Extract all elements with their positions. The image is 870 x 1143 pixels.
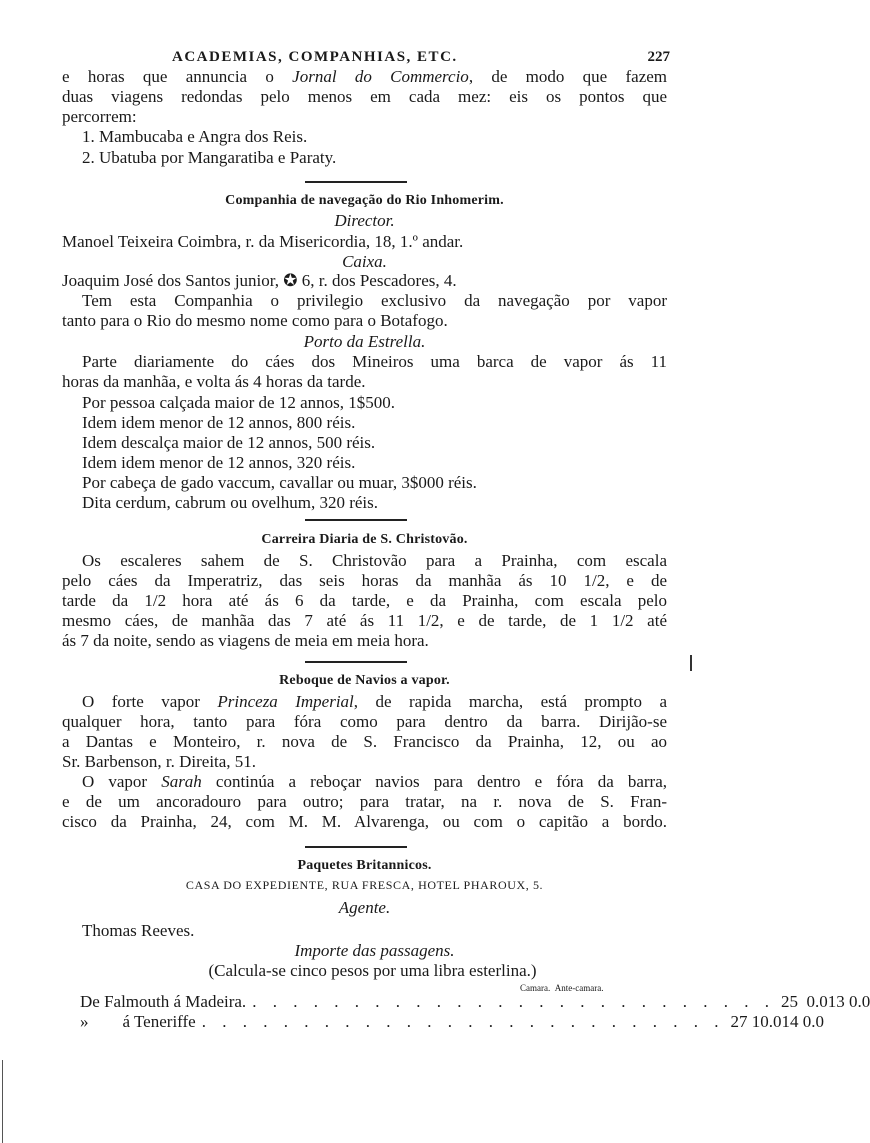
fare-row: [80, 1012, 824, 1032]
text: O vapor: [82, 772, 162, 791]
text-line: percorrem:: [62, 107, 137, 126]
price-line: Idem descalça maior de 12 annos, 500 réis.: [82, 433, 376, 452]
fare-row: [80, 992, 870, 1012]
column-ante-camara: Ante-camara.: [554, 983, 604, 993]
section-heading: Companhia de navegação do Rio Inhomerim.: [225, 193, 504, 208]
text-line: [62, 67, 667, 87]
fare-ante-camara: 14 0.0: [781, 1012, 824, 1031]
text-line: e de um ancoradouro para outro; para tratar, na r. nova de S. Fran-: [62, 792, 667, 811]
director-name: Manoel Teixeira Coimbra, r. da Misericordia, 18, 1.º andar.: [62, 232, 464, 251]
label-caixa: Caixa.: [342, 252, 387, 271]
fare-ante-camara: 13 0.0: [827, 992, 870, 1011]
text-line: pelo cáes da Imperatriz, das seis horas da manhãa ás 10 1/2, e de: [62, 571, 667, 590]
fare-camara: 25 0.0: [780, 992, 828, 1011]
column-camara: Camara.: [520, 983, 551, 993]
conversion-note: (Calcula-se cinco pesos por uma libra esterlina.): [208, 961, 537, 980]
ship-name: Princeza Imperial: [217, 692, 354, 711]
text-line: mesmo cáes, de manhãa das 7 até ás 11 1/2, e de tarde, de 1 1/2 até: [62, 611, 667, 630]
list-item: 2. Ubatuba por Mangaratiba e Paraty.: [82, 148, 337, 167]
italic-title: Jornal do Commercio: [292, 67, 469, 86]
price-line: Por pessoa calçada maior de 12 annos, 1$500.: [82, 393, 395, 412]
divider: [305, 519, 407, 521]
text-line: tarde da 1/2 hora até ás 6 da tarde, e da Prainha, com escala pelo: [62, 591, 667, 610]
list-item: 1. Mambucaba e Angra dos Reis.: [82, 127, 308, 146]
dot-leader: . . . . . . . . . . . . . . . . . . . . . . . . . .: [201, 1012, 725, 1031]
text: , de rapida marcha, está prompto a: [353, 692, 668, 711]
header-title: ACADEMIAS, COMPANHIAS, ETC.: [172, 49, 458, 65]
label-fares: Importe das passagens.: [294, 941, 455, 960]
label-porto: Porto da Estrella.: [303, 332, 426, 351]
page-edge-line: [2, 1060, 3, 1143]
text-line: a Dantas e Monteiro, r. nova de S. Francisco da Prainha, 12, ou ao: [62, 732, 667, 751]
divider: [305, 846, 407, 848]
text-line: [82, 692, 667, 712]
agent-name: Thomas Reeves.: [82, 921, 195, 940]
section-heading: Paquetes Britannicos.: [297, 858, 432, 873]
section-heading: Carreira Diaria de S. Christovão.: [261, 532, 468, 547]
text-line: ás 7 da noite, sendo as viagens de meia em meia hora.: [62, 631, 429, 650]
fare-camara: 27 10.0: [730, 1012, 782, 1031]
text: continúa a reboçar navios para dentro e fóra da barra,: [201, 772, 668, 791]
address-line: CASA DO EXPEDIENTE, RUA FRESCA, HOTEL PHAROUX, 5.: [185, 878, 544, 892]
price-line: Idem idem menor de 12 annos, 800 réis.: [82, 413, 356, 432]
dot-leader: . . . . . . . . . . . . . . . . . . . . . . . . . .: [252, 992, 775, 1011]
text-line: Tem esta Companhia o privilegio exclusivo da navegação por vapor: [82, 291, 667, 310]
text-line: tanto para o Rio do mesmo nome como para o Botafogo.: [62, 311, 448, 330]
scan-mark: [690, 655, 692, 671]
text: O forte vapor: [82, 692, 218, 711]
page-number: 227: [647, 49, 670, 65]
price-line: Dita cerdum, cabrum ou ovelhum, 320 réis.: [82, 493, 379, 512]
label-agent: Agente.: [338, 898, 391, 917]
text-line: horas da manhãa, e volta ás 4 horas da tarde.: [62, 372, 366, 391]
text: , de modo que fazem: [468, 67, 668, 86]
ship-name: Sarah: [161, 772, 202, 791]
route: » á Teneriffe: [80, 1012, 196, 1031]
text-line: Parte diariamente do cáes dos Mineiros uma barca de vapor ás 11: [82, 352, 667, 371]
text-line: cisco da Prainha, 24, com M. M. Alvarenga, ou com o capitão a bordo.: [62, 812, 667, 831]
price-line: Por cabeça de gado vaccum, cavallar ou muar, 3$000 réis.: [82, 473, 477, 492]
route: De Falmouth á Madeira.: [80, 992, 247, 1011]
text-line: Sr. Barbenson, r. Direita, 51.: [62, 752, 257, 771]
price-line: Idem idem menor de 12 annos, 320 réis.: [82, 453, 356, 472]
section-heading: Reboque de Navios a vapor.: [279, 673, 450, 688]
text-line: [82, 772, 667, 792]
label-director: Director.: [334, 211, 395, 230]
text-line: Os escaleres sahem de S. Christovão para a Prainha, com escala: [82, 551, 667, 570]
text-line: qualquer hora, tanto para fóra como para dentro da barra. Dirijão-se: [62, 712, 667, 731]
text-line: duas viagens redondas pelo menos em cada mez: eis os pontos que: [62, 87, 667, 106]
divider: [305, 181, 407, 183]
text: e horas que annuncia o: [62, 67, 293, 86]
divider: [305, 661, 407, 663]
caixa-name: Joaquim José dos Santos junior, ✪ 6, r. dos Pescadores, 4.: [62, 271, 457, 290]
